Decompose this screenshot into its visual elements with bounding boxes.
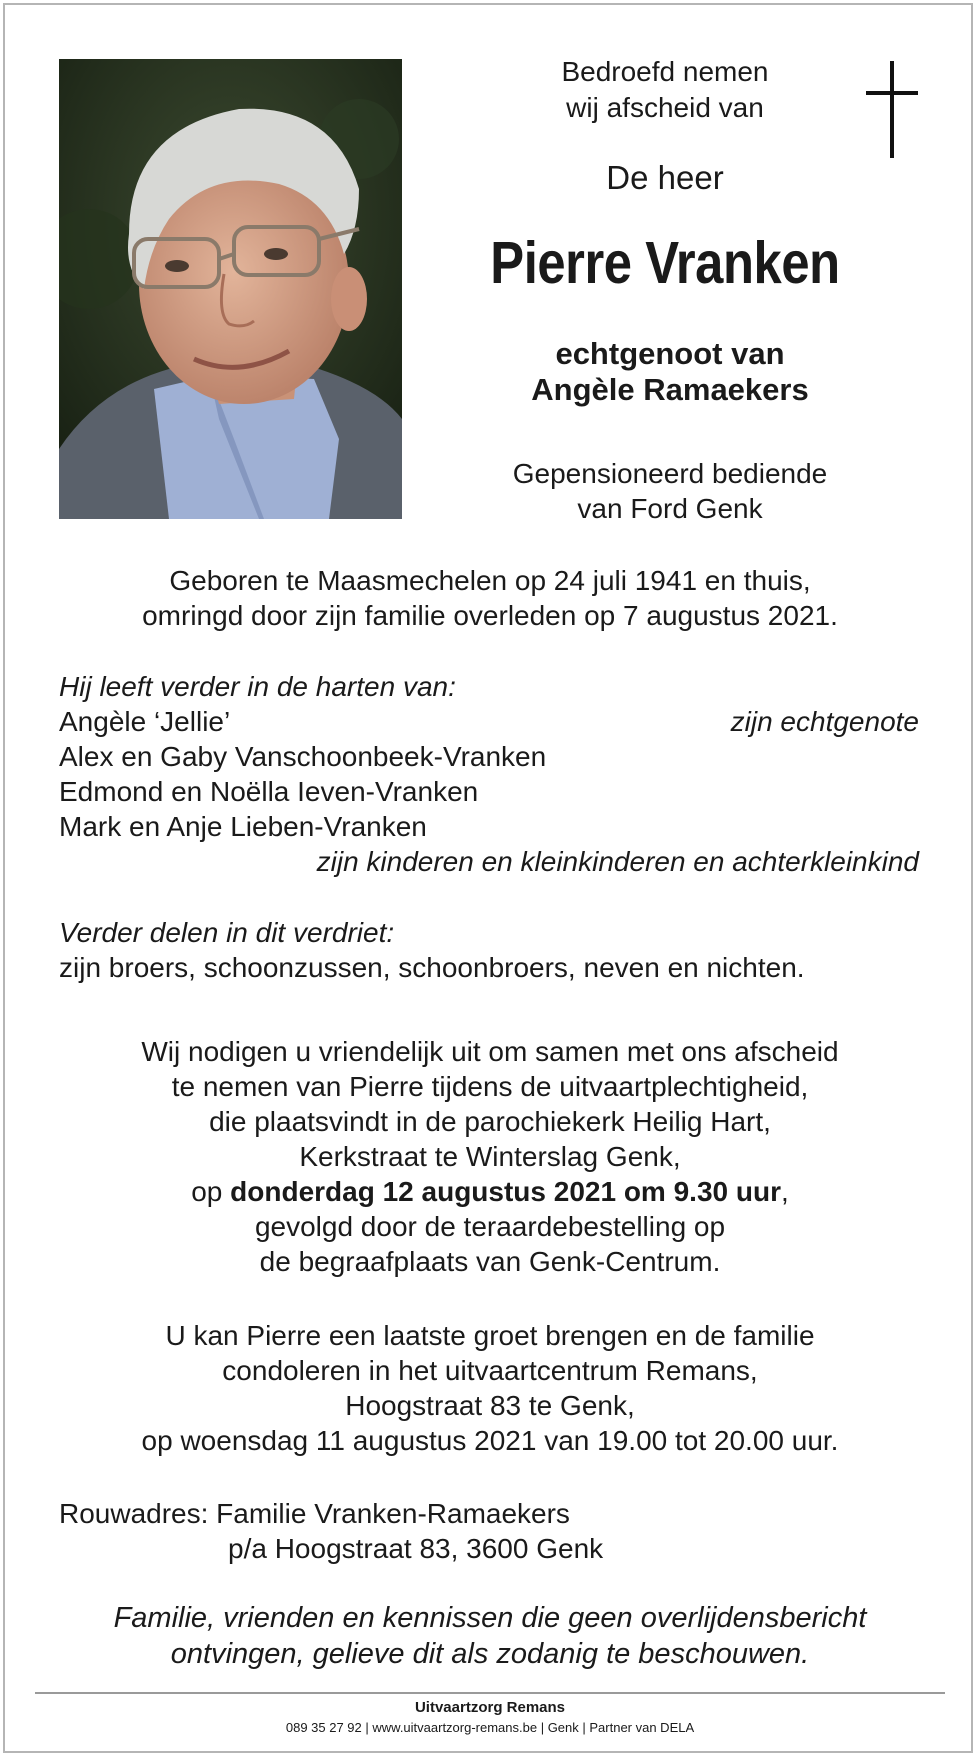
mourning-address-line-2: p/a Hoogstraat 83, 3600 Genk [228,1533,604,1564]
salutation: De heer [606,159,724,196]
closing-note-line-1: Familie, vrienden en kennissen die geen overlijdensbericht [113,1602,867,1634]
visitation-line-1: U kan Pierre een laatste groet brengen en de familie [165,1320,815,1351]
children-role: zijn kinderen en kleinkinderen en achterkleinkind [316,846,919,877]
visitation-line-2: condoleren in het uitvaartcentrum Remans, [222,1355,758,1386]
ceremony-date-prefix: op [191,1176,231,1207]
intro-text [460,54,870,126]
spouse-line-2: Angèle Ramaekers [531,372,809,407]
family-heading: Hij leeft verder in de harten van: [59,671,456,702]
family-child-2: Edmond en Noëlla Ieven-Vranken [59,776,479,807]
also-grieving-list: zijn broers, schoonzussen, schoonbroers, neven en nichten. [59,952,805,983]
intro-line-2: wij afscheid van [566,92,764,123]
spouse-name: Angèle ‘Jellie’ [59,706,231,737]
cross-icon [862,61,920,161]
intro-line-1: Bedroefd nemen [561,56,769,87]
ceremony-line-1: Wij nodigen u vriendelijk uit om samen met ons afscheid [141,1036,839,1067]
mourning-address-line-1: Rouwadres: Familie Vranken-Ramaekers [59,1498,570,1529]
spouse-line-1: echtgenoot van [555,336,785,371]
family-child-3: Mark en Anje Lieben-Vranken [59,811,427,842]
spouse-role: zijn echtgenote [730,706,919,737]
occupation-line-1: Gepensioneerd bediende [512,458,828,489]
ceremony-date-suffix: , [780,1176,789,1207]
visitation-line-3: Hoogstraat 83 te Genk, [345,1390,635,1421]
portrait-illustration [59,59,402,519]
ceremony-line-4: Kerkstraat te Winterslag Genk, [299,1141,681,1172]
closing-note [60,1600,920,1672]
visitation-line-4: op woensdag 11 augustus 2021 van 19.00 tot 20.00 uur. [141,1425,839,1456]
portrait-photo [59,59,402,519]
ceremony-line-3: die plaatsvindt in de parochiekerk Heilig Hart, [209,1106,771,1137]
deceased-name: Pierre Vranken [490,230,840,296]
ceremony-invitation [60,1034,920,1279]
ceremony-line-2: te nemen van Pierre tijdens de uitvaartplechtigheid, [171,1071,809,1102]
occupation-text [460,456,880,526]
visitation-text [60,1318,920,1458]
ceremony-line-6: gevolgd door de teraardebestelling op [254,1211,726,1242]
spouse-text [460,336,880,408]
also-grieving-heading: Verder delen in dit verdriet: [59,917,395,948]
closing-note-line-2: ontvingen, gelieve dit als zodanig te beschouwen. [170,1638,810,1670]
ceremony-line-7: de begraafplaats van Genk-Centrum. [259,1246,721,1277]
footer-contact-info: 089 35 27 92 | www.uitvaartzorg-remans.be | Genk | Partner van DELA [285,1720,695,1735]
occupation-line-2: van Ford Genk [577,493,763,524]
footer-company: Uitvaartzorg Remans [414,1699,566,1716]
ceremony-date: donderdag 12 augustus 2021 om 9.30 uur [230,1176,781,1207]
birth-death-text [60,563,920,633]
footer-divider [35,1692,945,1694]
family-child-1: Alex en Gaby Vanschoonbeek-Vranken [59,741,547,772]
born-line-1: Geboren te Maasmechelen op 24 juli 1941 en thuis, [169,565,811,596]
born-line-2: omringd door zijn familie overleden op 7 augustus 2021. [142,600,838,631]
